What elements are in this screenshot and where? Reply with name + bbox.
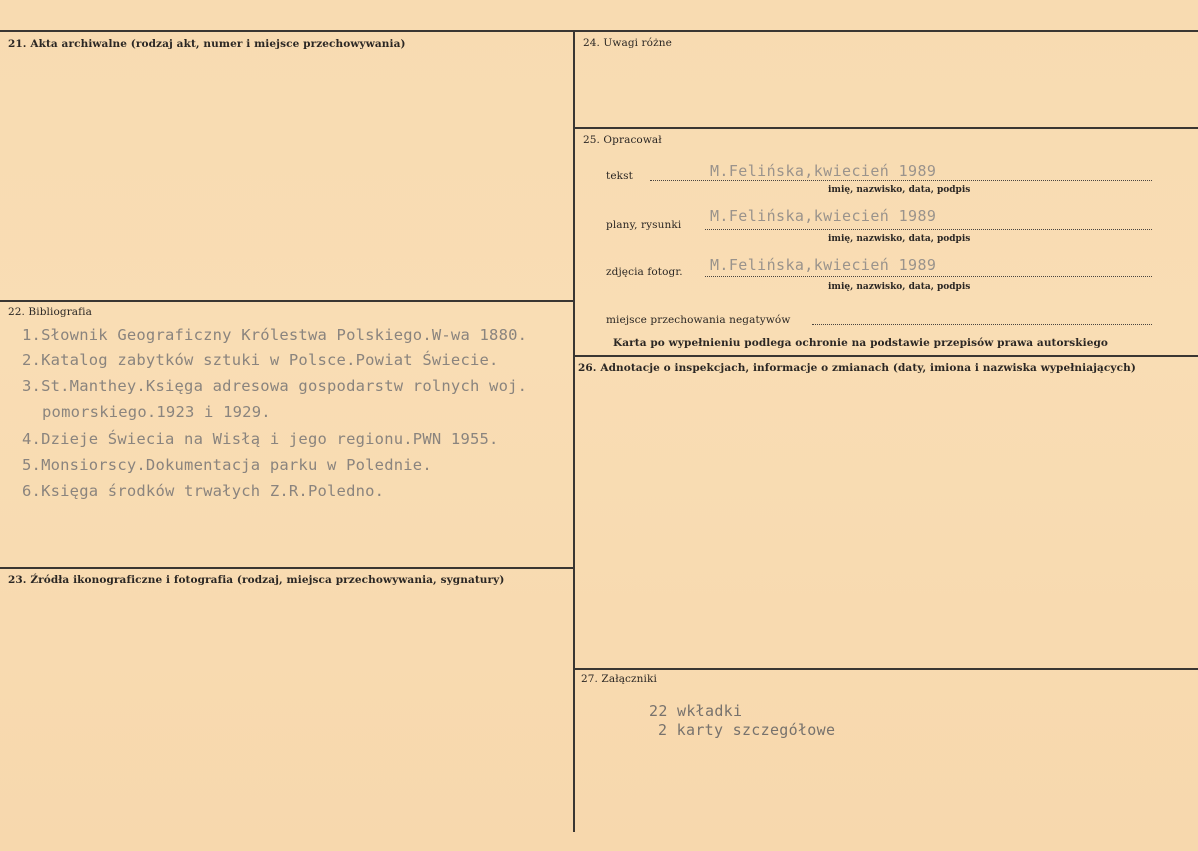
author-signature: M.Felińska,kwiecień 1989 <box>710 162 937 180</box>
center-divider <box>573 30 575 832</box>
bibliography-entry: 5.Monsiorscy.Dokumentacja parku w Polednie. <box>22 456 432 474</box>
section-22-label: 22. Bibliografia <box>8 306 92 318</box>
section-27-label: 27. Załączniki <box>581 673 657 685</box>
signature-caption: imię, nazwisko, data, podpis <box>828 282 971 292</box>
bibliography-entry: 3.St.Manthey.Księga adresowa gospodarstw rolnych woj. <box>22 377 528 395</box>
author-row-label: zdjęcia fotogr. <box>606 266 683 278</box>
rule-22-23 <box>0 567 575 569</box>
section-24-label: 24. Uwagi różne <box>583 37 672 49</box>
rule-25-26 <box>573 355 1198 357</box>
attachment-entry: 2 karty szczegółowe <box>658 721 836 739</box>
rule-21-22 <box>0 300 575 302</box>
author-row-label: plany, rysunki <box>606 219 682 231</box>
author-row-label: tekst <box>606 170 633 182</box>
top-rule <box>0 30 1198 32</box>
section-25-label: 25. Opracował <box>583 134 662 146</box>
bibliography-entry: 6.Księga środków trwałych Z.R.Poledno. <box>22 482 385 500</box>
negatives-line <box>812 324 1152 325</box>
copyright-notice: Karta po wypełnieniu podlega ochronie na podstawie przepisów prawa autorskiego <box>613 337 1109 349</box>
signature-caption: imię, nazwisko, data, podpis <box>828 185 971 195</box>
attachment-entry: 22 wkładki <box>649 702 743 720</box>
rule-24-25 <box>573 127 1198 129</box>
signature-caption: imię, nazwisko, data, podpis <box>828 234 971 244</box>
author-signature: M.Felińska,kwiecień 1989 <box>710 256 937 274</box>
author-signature: M.Felińska,kwiecień 1989 <box>710 207 937 225</box>
section-21-label: 21. Akta archiwalne (rodzaj akt, numer i miejsce przechowywania) <box>8 38 406 50</box>
signature-line <box>705 229 1152 230</box>
rule-26-27 <box>573 668 1198 670</box>
section-26-label: 26. Adnotacje o inspekcjach, informacje o zmianach (daty, imiona i nazwiska wypełniających) <box>578 362 1136 374</box>
bibliography-entry: 4.Dzieje Świecia na Wisłą i jego regionu.PWN 1955. <box>22 430 499 448</box>
signature-line <box>650 180 1152 181</box>
bibliography-entry: 2.Katalog zabytków sztuki w Polsce.Powiat Świecie. <box>22 351 499 369</box>
negatives-label: miejsce przechowania negatywów <box>606 314 791 326</box>
bibliography-entry: 1.Słownik Geograficzny Królestwa Polskiego.W-wa 1880. <box>22 326 528 344</box>
section-23-label: 23. Źródła ikonograficzne i fotografia (rodzaj, miejsca przechowywania, sygnatury) <box>8 574 505 586</box>
bibliography-entry: pomorskiego.1923 i 1929. <box>42 403 271 421</box>
signature-line <box>705 276 1152 277</box>
